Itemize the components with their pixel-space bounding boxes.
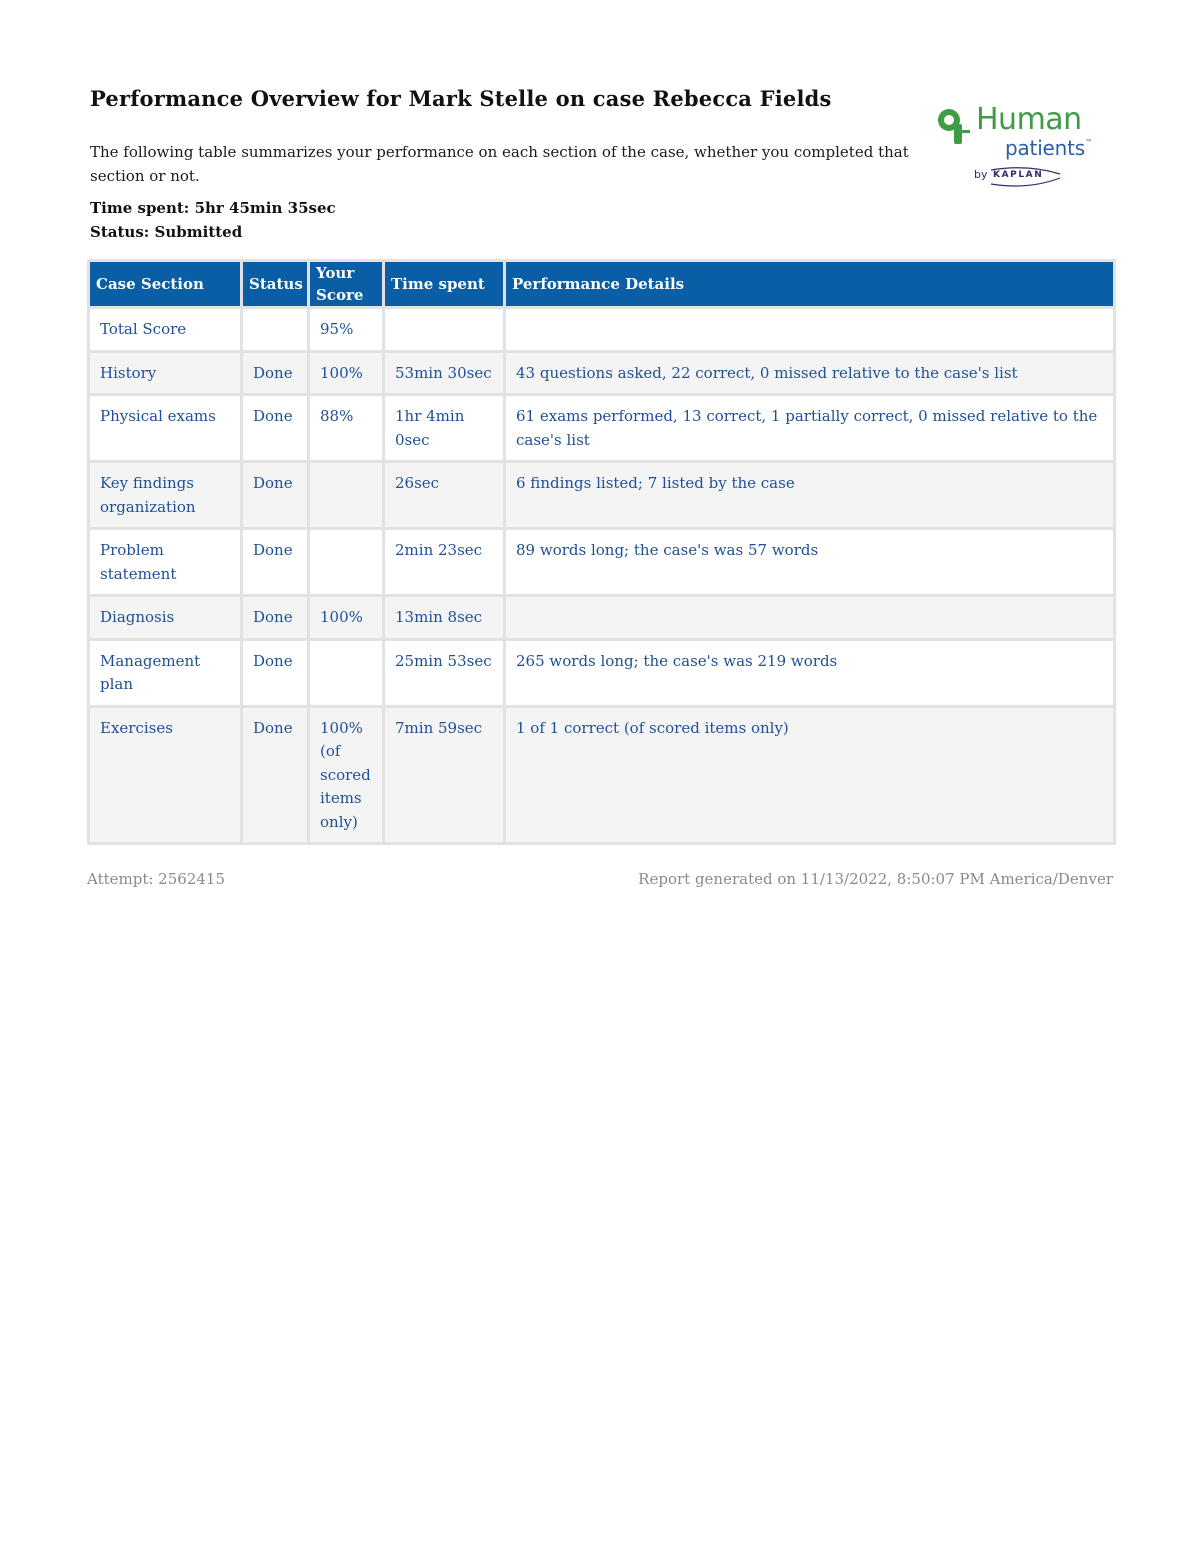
cell-time: 7min 59sec — [384, 706, 505, 844]
cell-section: Problem statement — [89, 529, 242, 596]
logo-tm: ™ — [1085, 138, 1093, 147]
cell-status — [242, 308, 309, 352]
cell-time: 53min 30sec — [384, 351, 505, 395]
header-time-spent: Time spent — [384, 261, 505, 308]
cell-details — [505, 308, 1115, 352]
cell-status: Done — [242, 462, 309, 529]
header-performance-details: Performance Details — [505, 261, 1115, 308]
cell-section: Diagnosis — [89, 596, 242, 640]
cell-score: 88% — [309, 395, 384, 462]
logo-sub — [1005, 136, 1093, 160]
time-spent-label: Time spent: — [90, 199, 190, 217]
table-row — [89, 462, 1115, 529]
cell-details: 6 findings listed; 7 listed by the case — [505, 462, 1115, 529]
cell-time: 25min 53sec — [384, 639, 505, 706]
cell-section: Management plan — [89, 639, 242, 706]
table-row — [89, 529, 1115, 596]
ihuman-mark-icon — [936, 106, 976, 146]
cell-status: Done — [242, 639, 309, 706]
cell-details: 61 exams performed, 13 correct, 1 partially correct, 0 missed relative to the case's list — [505, 395, 1115, 462]
header-status: Status — [242, 261, 309, 308]
summary-meta — [90, 196, 336, 244]
cell-section: History — [89, 351, 242, 395]
logo-sub-text: patients — [1005, 136, 1085, 160]
table-row — [89, 639, 1115, 706]
cell-time: 1hr 4min 0sec — [384, 395, 505, 462]
cell-details — [505, 596, 1115, 640]
cell-details: 1 of 1 correct (of scored items only) — [505, 706, 1115, 844]
table-row — [89, 308, 1115, 352]
cell-details: 89 words long; the case's was 57 words — [505, 529, 1115, 596]
cell-section: Physical exams — [89, 395, 242, 462]
cell-score: 100% — [309, 596, 384, 640]
kaplan-wordmark: KAPLAN — [993, 170, 1044, 180]
cell-score: 100% — [309, 351, 384, 395]
table-row — [89, 706, 1115, 844]
cell-score — [309, 529, 384, 596]
logo-word: Human — [976, 102, 1082, 137]
cell-score: 100% (of scored items only) — [309, 706, 384, 844]
table-row — [89, 596, 1115, 640]
status-label: Status: — [90, 223, 150, 241]
table-header-row — [89, 261, 1115, 308]
cell-time — [384, 308, 505, 352]
cell-status: Done — [242, 596, 309, 640]
page-title: Performance Overview for Mark Stelle on case Rebecca Fields — [90, 86, 832, 111]
cell-score — [309, 462, 384, 529]
status-value: Submitted — [154, 223, 243, 241]
logo-by: by — [974, 168, 988, 181]
cell-status: Done — [242, 706, 309, 844]
attempt-id: Attempt: 2562415 — [87, 870, 225, 888]
report-generated: Report generated on 11/13/2022, 8:50:07 PM America/Denver — [638, 870, 1113, 888]
cell-section: Key findings organization — [89, 462, 242, 529]
table-row — [89, 395, 1115, 462]
cell-status: Done — [242, 351, 309, 395]
cell-time: 13min 8sec — [384, 596, 505, 640]
cell-section: Total Score — [89, 308, 242, 352]
cell-time: 2min 23sec — [384, 529, 505, 596]
status-line — [90, 220, 336, 244]
cell-status: Done — [242, 395, 309, 462]
cell-details: 265 words long; the case's was 219 words — [505, 639, 1115, 706]
cell-time: 26sec — [384, 462, 505, 529]
cell-score — [309, 639, 384, 706]
ihuman-logo — [936, 104, 1106, 196]
cell-score: 95% — [309, 308, 384, 352]
cell-details: 43 questions asked, 22 correct, 0 missed relative to the case's list — [505, 351, 1115, 395]
performance-table — [87, 259, 1116, 845]
time-spent-value: 5hr 45min 35sec — [194, 199, 336, 217]
cell-status: Done — [242, 529, 309, 596]
time-spent-line — [90, 196, 336, 220]
table-row — [89, 351, 1115, 395]
header-your-score: Your Score — [309, 261, 384, 308]
header-case-section: Case Section — [89, 261, 242, 308]
cell-section: Exercises — [89, 706, 242, 844]
intro-text: The following table summarizes your performance on each section of the case, whether you completed that section or not. — [90, 143, 909, 185]
